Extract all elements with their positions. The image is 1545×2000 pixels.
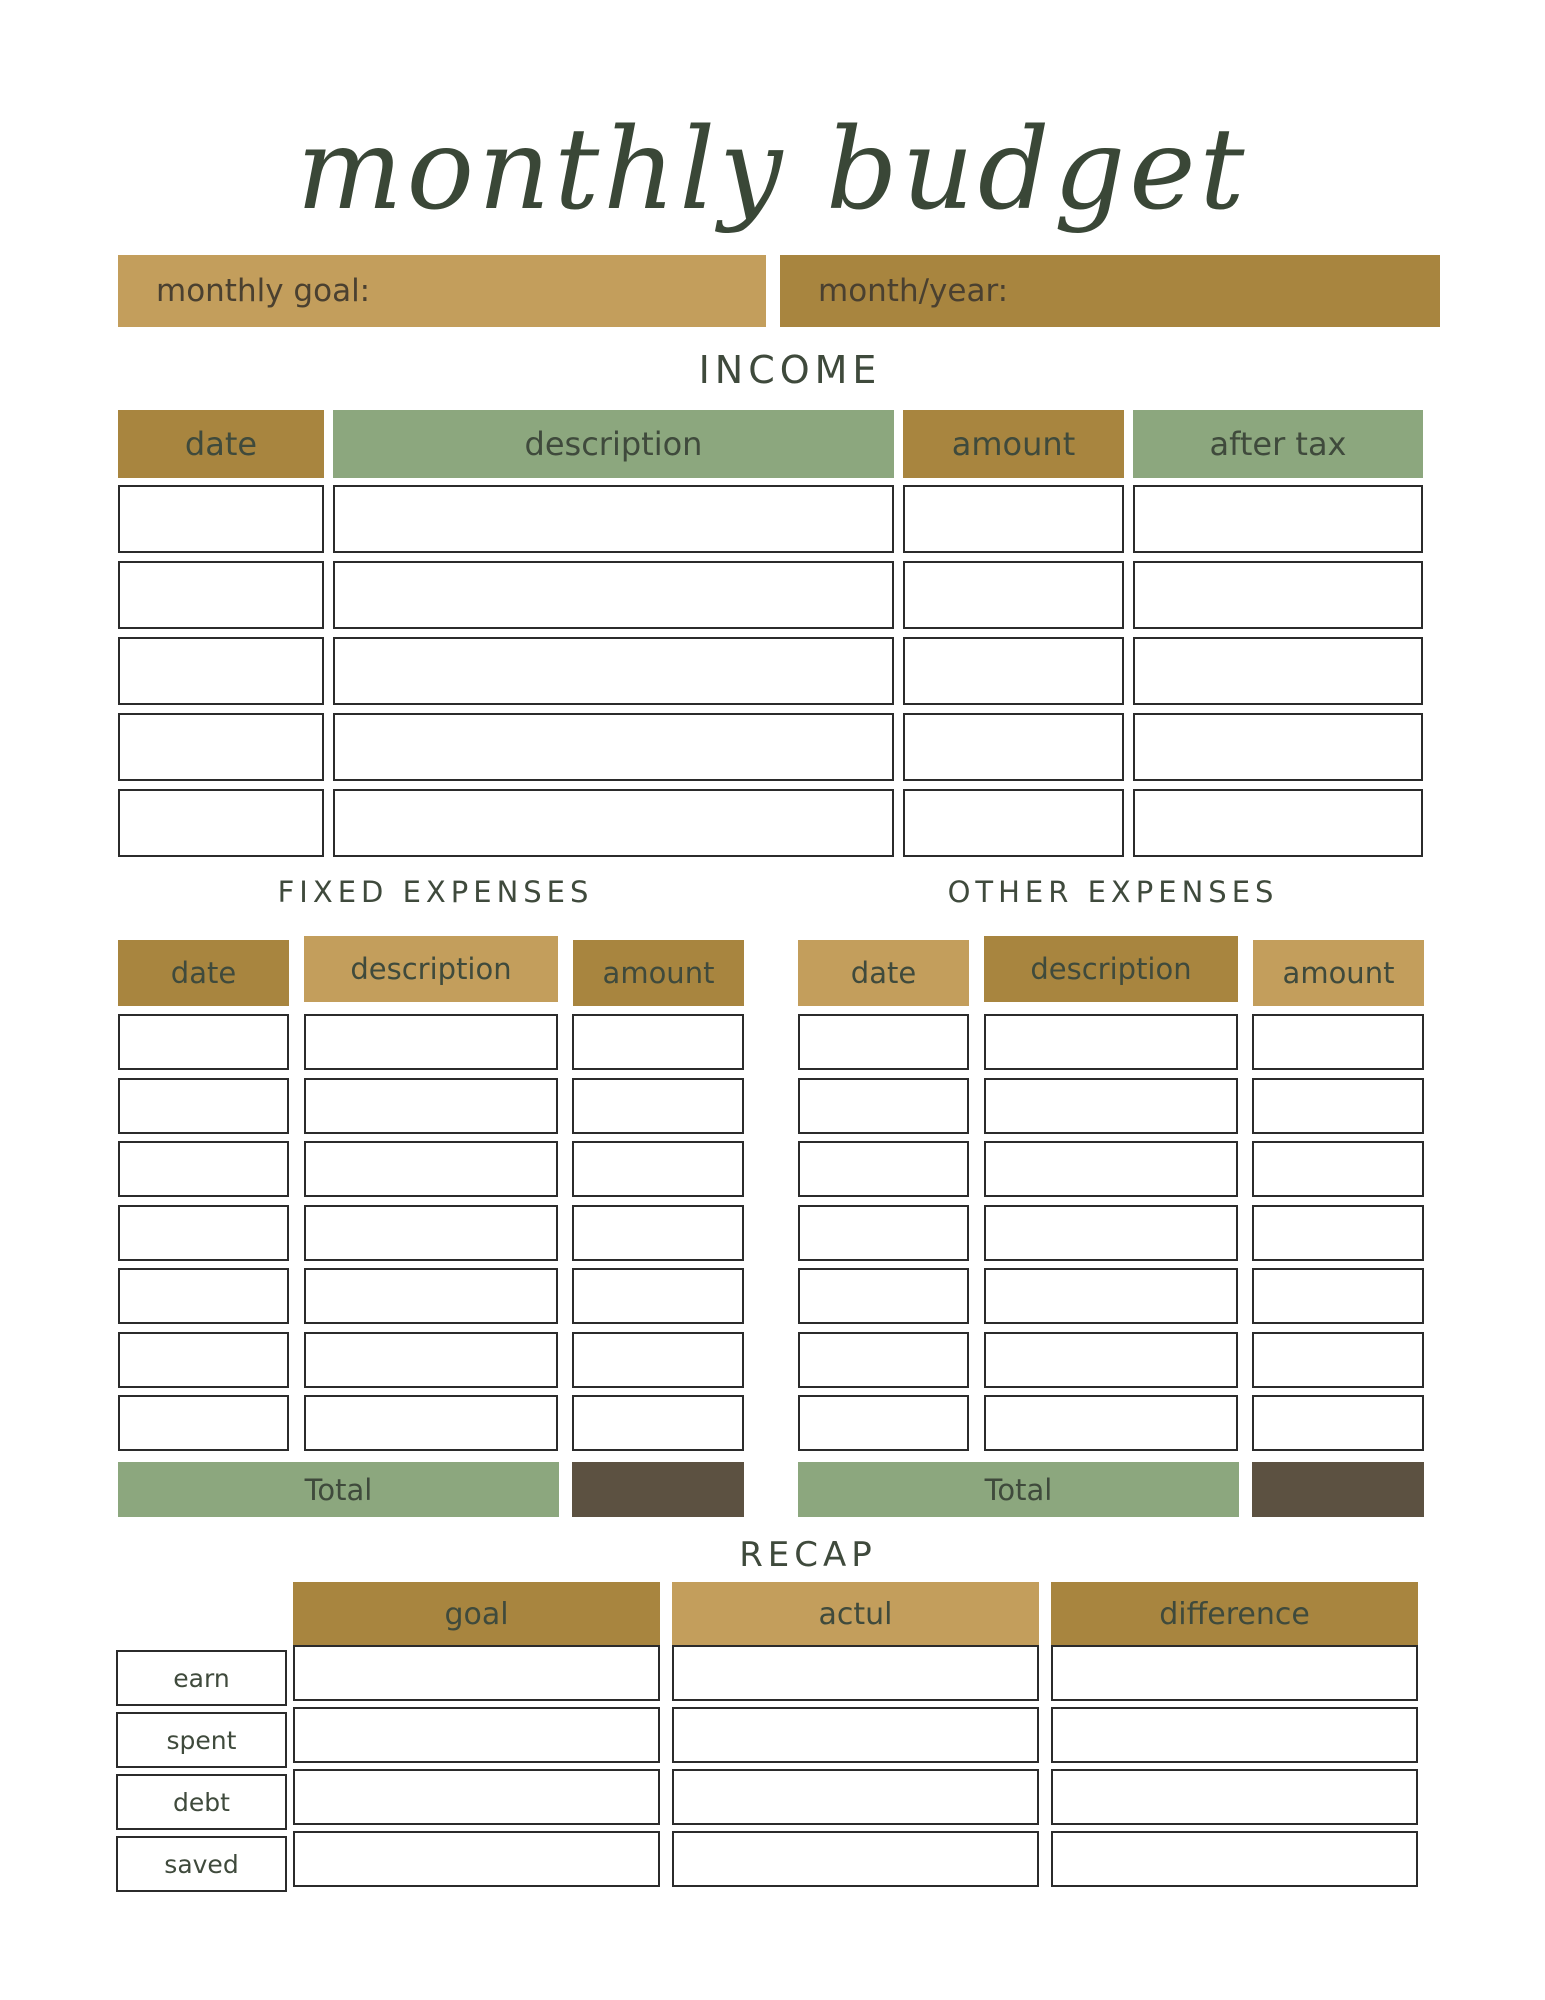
other-cell-date[interactable] <box>798 1395 969 1451</box>
income-cell-date[interactable] <box>118 789 324 857</box>
recap-cell-difference[interactable] <box>1051 1831 1418 1887</box>
income-title: INCOME <box>698 348 882 392</box>
fixed-cell-description[interactable] <box>304 1205 558 1261</box>
recap-cell-goal[interactable] <box>293 1831 660 1887</box>
other-cell-amount[interactable] <box>1252 1078 1424 1134</box>
recap-row-debt: debt <box>116 1774 287 1830</box>
other-cell-date[interactable] <box>798 1141 969 1197</box>
recap-cell-difference[interactable] <box>1051 1645 1418 1701</box>
other-total-label: Total <box>798 1462 1239 1517</box>
income-cell-amount[interactable] <box>903 561 1124 629</box>
fixed-cell-date[interactable] <box>118 1268 289 1324</box>
fixed-header-date: date <box>118 940 289 1006</box>
recap-cell-difference[interactable] <box>1051 1707 1418 1763</box>
recap-row-spent: spent <box>116 1712 287 1768</box>
recap-row-saved: saved <box>116 1836 287 1892</box>
income-cell-date[interactable] <box>118 561 324 629</box>
other-expenses-title: OTHER EXPENSES <box>947 875 1279 909</box>
fixed-cell-date[interactable] <box>118 1332 289 1388</box>
other-cell-amount[interactable] <box>1252 1014 1424 1070</box>
other-cell-description[interactable] <box>984 1332 1238 1388</box>
income-cell-amount[interactable] <box>903 485 1124 553</box>
fixed-cell-description[interactable] <box>304 1141 558 1197</box>
other-cell-amount[interactable] <box>1252 1141 1424 1197</box>
fixed-cell-date[interactable] <box>118 1141 289 1197</box>
fixed-cell-description[interactable] <box>304 1014 558 1070</box>
other-cell-amount[interactable] <box>1252 1395 1424 1451</box>
income-cell-date[interactable] <box>118 713 324 781</box>
other-cell-amount[interactable] <box>1252 1332 1424 1388</box>
fixed-cell-description[interactable] <box>304 1332 558 1388</box>
other-cell-date[interactable] <box>798 1014 969 1070</box>
fixed-header-amount: amount <box>573 940 744 1006</box>
other-cell-date[interactable] <box>798 1268 969 1324</box>
income-cell-description[interactable] <box>333 713 894 781</box>
income-cell-description[interactable] <box>333 485 894 553</box>
recap-cell-actual[interactable] <box>672 1707 1039 1763</box>
fixed-cell-amount[interactable] <box>572 1141 744 1197</box>
other-cell-date[interactable] <box>798 1078 969 1134</box>
income-cell-description[interactable] <box>333 561 894 629</box>
other-cell-amount[interactable] <box>1252 1268 1424 1324</box>
fixed-total-label: Total <box>118 1462 559 1517</box>
income-header-description: description <box>333 410 894 478</box>
recap-cell-actual[interactable] <box>672 1769 1039 1825</box>
income-header-date: date <box>118 410 324 478</box>
recap-cell-actual[interactable] <box>672 1645 1039 1701</box>
recap-title: RECAP <box>739 1535 877 1575</box>
fixed-cell-amount[interactable] <box>572 1205 744 1261</box>
other-cell-description[interactable] <box>984 1141 1238 1197</box>
page-title: monthly budget <box>296 105 1249 235</box>
fixed-cell-date[interactable] <box>118 1395 289 1451</box>
income-cell-after-tax[interactable] <box>1133 485 1423 553</box>
fixed-cell-description[interactable] <box>304 1395 558 1451</box>
income-cell-description[interactable] <box>333 637 894 705</box>
fixed-cell-amount[interactable] <box>572 1332 744 1388</box>
other-cell-date[interactable] <box>798 1205 969 1261</box>
fixed-cell-amount[interactable] <box>572 1268 744 1324</box>
fixed-cell-amount[interactable] <box>572 1395 744 1451</box>
recap-cell-actual[interactable] <box>672 1831 1039 1887</box>
recap-header-goal: goal <box>293 1582 660 1647</box>
other-total-value[interactable] <box>1252 1462 1424 1517</box>
income-header-amount: amount <box>903 410 1124 478</box>
fixed-cell-date[interactable] <box>118 1205 289 1261</box>
month-year-field[interactable] <box>780 255 1440 327</box>
month-year-label: month/year: <box>818 273 1009 309</box>
other-cell-amount[interactable] <box>1252 1205 1424 1261</box>
monthly-goal-field[interactable] <box>118 255 766 327</box>
other-header-date: date <box>798 940 969 1006</box>
other-cell-description[interactable] <box>984 1078 1238 1134</box>
fixed-expenses-title: FIXED EXPENSES <box>277 875 594 909</box>
income-cell-after-tax[interactable] <box>1133 713 1423 781</box>
income-cell-after-tax[interactable] <box>1133 789 1423 857</box>
income-cell-date[interactable] <box>118 637 324 705</box>
fixed-header-description: description <box>304 936 558 1002</box>
recap-cell-goal[interactable] <box>293 1769 660 1825</box>
other-cell-description[interactable] <box>984 1205 1238 1261</box>
other-cell-description[interactable] <box>984 1014 1238 1070</box>
income-cell-after-tax[interactable] <box>1133 637 1423 705</box>
other-cell-date[interactable] <box>798 1332 969 1388</box>
recap-cell-goal[interactable] <box>293 1707 660 1763</box>
fixed-cell-amount[interactable] <box>572 1078 744 1134</box>
fixed-total-value[interactable] <box>572 1462 744 1517</box>
fixed-cell-amount[interactable] <box>572 1014 744 1070</box>
income-cell-date[interactable] <box>118 485 324 553</box>
income-cell-amount[interactable] <box>903 637 1124 705</box>
other-cell-description[interactable] <box>984 1395 1238 1451</box>
income-cell-description[interactable] <box>333 789 894 857</box>
recap-row-earn: earn <box>116 1650 287 1706</box>
other-cell-description[interactable] <box>984 1268 1238 1324</box>
fixed-cell-date[interactable] <box>118 1014 289 1070</box>
fixed-cell-description[interactable] <box>304 1078 558 1134</box>
income-cell-amount[interactable] <box>903 713 1124 781</box>
income-cell-amount[interactable] <box>903 789 1124 857</box>
fixed-cell-description[interactable] <box>304 1268 558 1324</box>
recap-cell-difference[interactable] <box>1051 1769 1418 1825</box>
recap-cell-goal[interactable] <box>293 1645 660 1701</box>
other-header-description: description <box>984 936 1238 1002</box>
recap-header-difference: difference <box>1051 1582 1418 1647</box>
monthly-goal-label: monthly goal: <box>156 273 371 309</box>
other-header-amount: amount <box>1253 940 1424 1006</box>
income-cell-after-tax[interactable] <box>1133 561 1423 629</box>
fixed-cell-date[interactable] <box>118 1078 289 1134</box>
income-header-after-tax: after tax <box>1133 410 1423 478</box>
recap-header-actual: actul <box>672 1582 1039 1647</box>
